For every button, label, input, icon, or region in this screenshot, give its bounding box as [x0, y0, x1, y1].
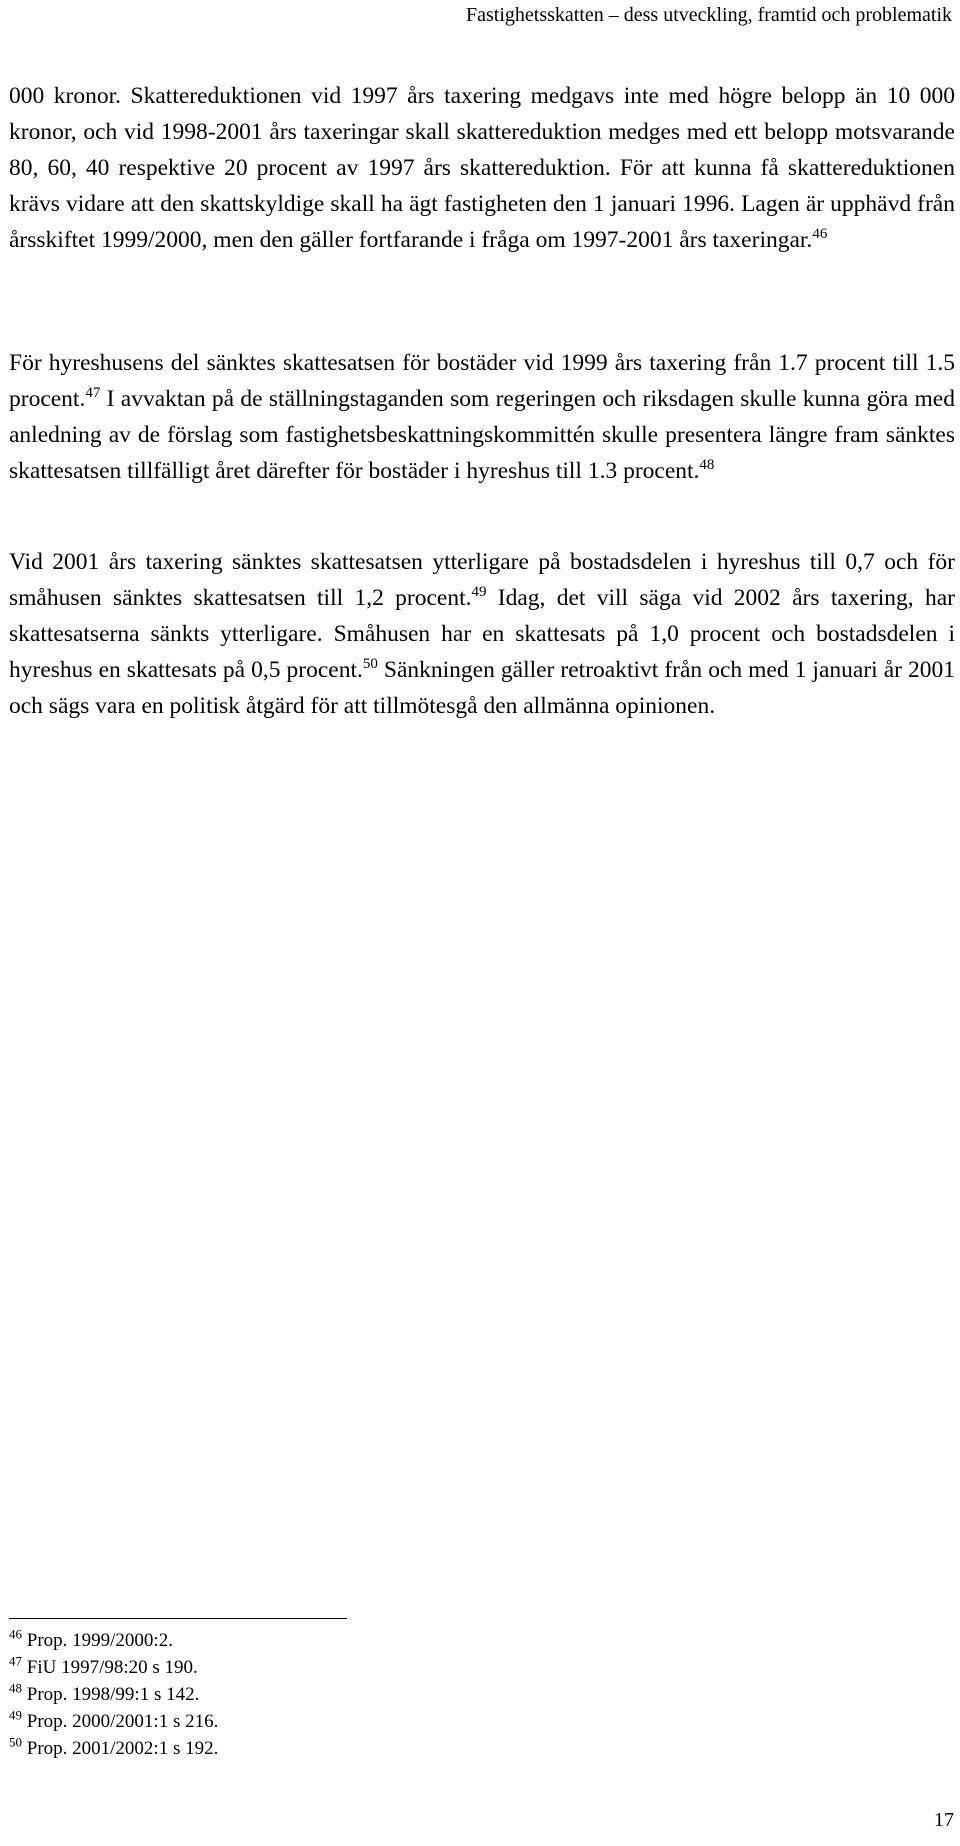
footnote-reference: 49	[471, 584, 487, 601]
running-header: Fastighetsskatten – dess utveckling, framtid och problematik	[465, 4, 952, 26]
footnote-reference: 50	[362, 656, 378, 673]
footnote-text: Prop. 2001/2002:1 s 192.	[22, 1738, 219, 1759]
footnote-text: Prop. 1999/2000:2.	[22, 1630, 173, 1651]
paragraph-text: Vid 2001 års taxering sänktes skattesatsen ytterligare på bostadsdelen i hyreshus till 0,7 och för småhusen sänktes skattesatsen till 1,2 procent.	[9, 549, 955, 611]
footnote-item	[9, 1627, 218, 1654]
footnote-text: Prop. 1998/99:1 s 142.	[22, 1684, 200, 1705]
footnote-item	[9, 1681, 218, 1708]
footnote-list	[9, 1627, 218, 1762]
footnote-number: 46	[9, 1626, 22, 1642]
footnote-text: FiU 1997/98:20 s 190.	[22, 1657, 198, 1678]
page-number: 17	[934, 1809, 954, 1831]
footnote-number: 48	[9, 1680, 22, 1696]
paragraph-text: Idag, det vill säga vid 2002 års taxering, har skattesatserna sänkts ytterligare. Småhusen har en skattesats på 1,0 procent och bostadsdelen i hyreshus en skattesats på 0,5 procent.	[9, 585, 955, 683]
footnote-text: Prop. 2000/2001:1 s 216.	[22, 1711, 219, 1732]
footnote-separator	[9, 1618, 347, 1619]
footnote-number: 47	[9, 1653, 22, 1669]
footnote-item	[9, 1654, 218, 1681]
paragraph-text: 000 kronor. Skattereduktionen vid 1997 års taxering medgavs inte med högre belopp än 10 000 kronor, och vid 1998-2001 års taxeringar skall skattereduktion medges med ett belopp motsvarande 80, 60, 40 respektive 20 procent av 1997 års skattereduktion. För att kunna få skattereduktionen krävs vidare att den skattskyldige skall ha ägt fastigheten den 1 januari 1996. Lagen är upphävd från årsskiftet 1999/2000, men den gäller fortfarande i fråga om 1997-2001 års taxeringar.	[9, 83, 955, 253]
footnote-reference: 46	[812, 226, 828, 243]
paragraph-2	[9, 345, 955, 489]
footnote-number: 49	[9, 1707, 22, 1723]
paragraph-text: I avvaktan på de ställningstaganden som regeringen och riksdagen skulle kunna göra med anledning av de förslag som fastighetsbeskattningskommittén skulle presentera längre fram sänktes skattesatsen tillfälligt året därefter för bostäder i hyreshus till 1.3 procent.	[9, 386, 955, 484]
footnote-item	[9, 1708, 218, 1735]
paragraph-1	[9, 78, 955, 258]
footnote-reference: 48	[699, 457, 715, 474]
paragraph-text: För hyreshusens del sänktes skattesatsen för bostäder vid 1999 års taxering från 1.7 procent till 1.5 procent.	[9, 350, 955, 412]
footnote-item	[9, 1735, 218, 1762]
paragraph-text: Sänkningen gäller retroaktivt från och med 1 januari år 2001 och sägs vara en politisk åtgärd för att tillmötesgå den allmänna opinionen.	[9, 657, 955, 719]
footnote-number: 50	[9, 1734, 22, 1750]
footnote-reference: 47	[85, 385, 101, 402]
paragraph-3	[9, 544, 955, 724]
